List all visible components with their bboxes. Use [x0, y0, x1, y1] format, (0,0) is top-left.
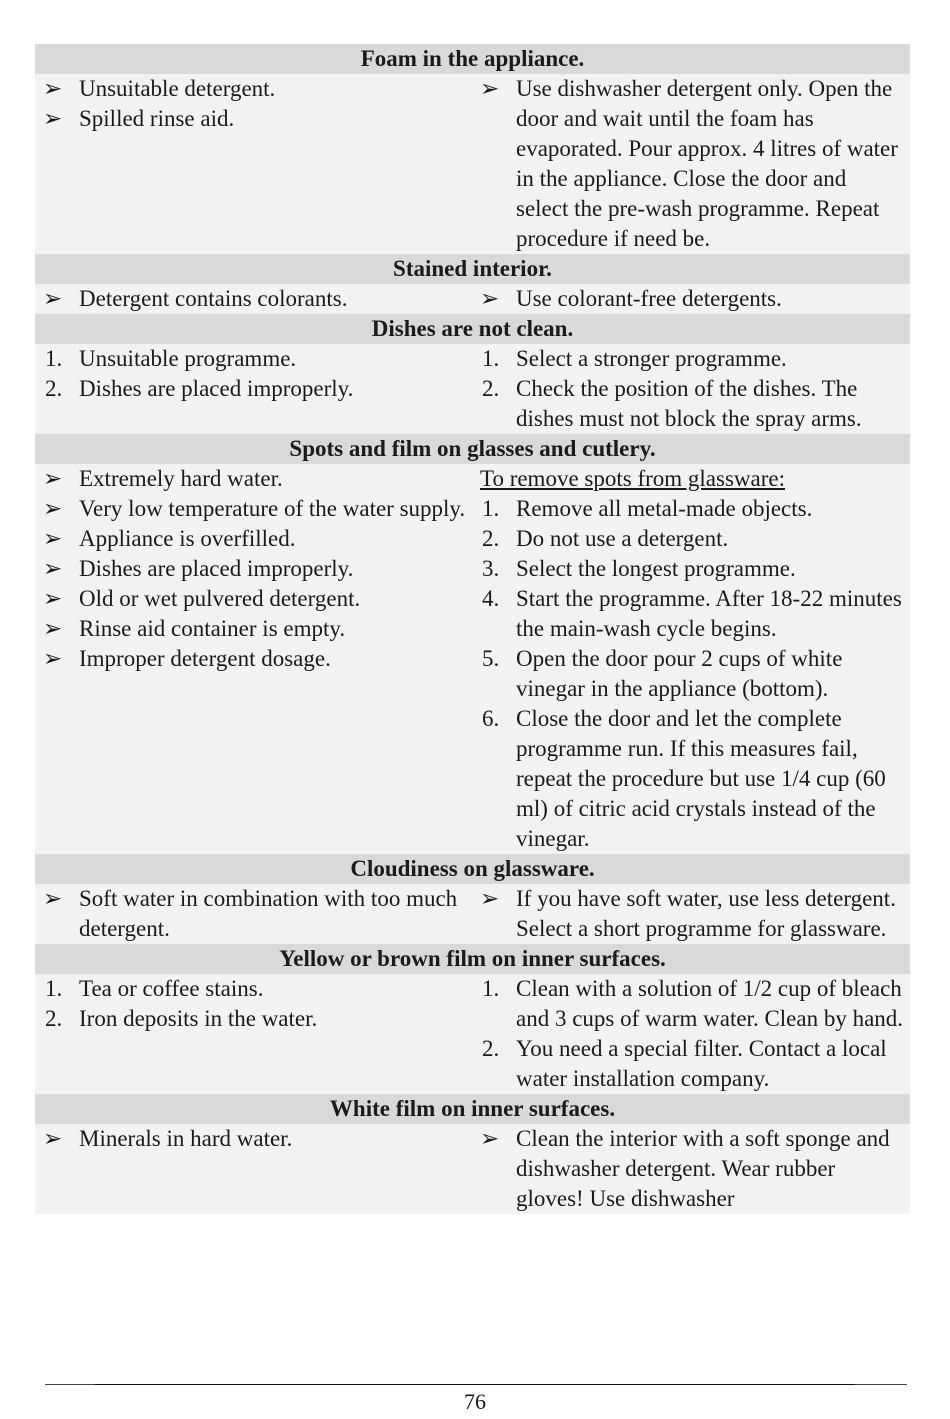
remedy-item: ➢ Clean the interior with a soft sponge and dishwasher detergent. Wear rubber gloves! Use dishwasher — [480, 1126, 890, 1211]
cause-item: ➢ Very low temperature of the water supply. — [43, 494, 472, 524]
cause-item: 2. Iron deposits in the water. — [43, 1004, 472, 1034]
remedy-item: 6. Close the door and let the complete programme run. If this measures fail, repeat the procedure but use 1/4 cup (60 ml) of citric acid crystals instead of the vinegar. — [482, 706, 886, 851]
section-body — [35, 284, 910, 314]
list-number: 2. — [45, 376, 63, 401]
cause-item: ➢ Soft water in combination with too much detergent. — [43, 886, 458, 941]
remedy-item: 1. Select a stronger programme. — [480, 344, 904, 374]
section-title: Foam in the appliance. — [35, 44, 910, 74]
cause-item: ➢ Extremely hard water. — [43, 464, 472, 494]
remedy-item: 1. Remove all metal-made objects. — [480, 494, 904, 524]
bullet-arrow-icon: ➢ — [43, 586, 63, 611]
bullet-arrow-icon: ➢ — [43, 106, 63, 131]
causes-column — [35, 1124, 472, 1214]
remedy-item: 2. Do not use a detergent. — [480, 524, 904, 554]
list-number: 2. — [482, 376, 500, 401]
bullet-arrow-icon: ➢ — [480, 76, 500, 101]
cause-item: 2. Dishes are placed improperly. — [43, 374, 472, 404]
cause-item: ➢ Old or wet pulvered detergent. — [43, 584, 472, 614]
bullet-arrow-icon: ➢ — [480, 886, 500, 911]
remedy-item: 3. Select the longest programme. — [480, 554, 904, 584]
bullet-arrow-icon: ➢ — [43, 466, 63, 491]
section-title: Cloudiness on glassware. — [35, 854, 910, 884]
list-number: 2. — [45, 1006, 63, 1031]
list-number: 1. — [45, 346, 63, 371]
remedies-column — [472, 464, 910, 854]
cause-item: ➢ Minerals in hard water. — [43, 1124, 472, 1154]
section-body — [35, 884, 910, 944]
causes-column — [35, 464, 472, 854]
cause-item: 1. Unsuitable programme. — [43, 344, 472, 374]
cause-item: 1. Tea or coffee stains. — [43, 974, 472, 1004]
bullet-arrow-icon: ➢ — [43, 886, 63, 911]
bullet-arrow-icon: ➢ — [480, 286, 500, 311]
causes-column — [35, 974, 472, 1094]
list-number: 2. — [482, 526, 500, 551]
list-number: 6. — [482, 706, 500, 731]
causes-column — [35, 344, 472, 434]
remedy-subheading: To remove spots from glassware: — [480, 466, 785, 491]
cause-item: ➢ Improper detergent dosage. — [43, 644, 472, 674]
section-body — [35, 74, 910, 254]
section-body — [35, 974, 910, 1094]
cause-item: ➢ Spilled rinse aid. — [43, 104, 472, 134]
section-body — [35, 344, 910, 434]
remedy-item: 2. You need a special filter. Contact a local water installation company. — [482, 1036, 887, 1091]
bullet-arrow-icon: ➢ — [43, 556, 63, 581]
section-title: Dishes are not clean. — [35, 314, 910, 344]
bullet-arrow-icon: ➢ — [43, 76, 63, 101]
bullet-arrow-icon: ➢ — [43, 646, 63, 671]
bullet-arrow-icon: ➢ — [43, 286, 63, 311]
cause-item: ➢ Unsuitable detergent. — [43, 74, 472, 104]
section-title: Stained interior. — [35, 254, 910, 284]
causes-column — [35, 284, 472, 314]
list-number: 1. — [482, 496, 500, 521]
remedies-column — [472, 344, 910, 434]
section-title: White film on inner surfaces. — [35, 1094, 910, 1124]
page-number: 76 — [464, 1389, 486, 1414]
cause-item: ➢ Dishes are placed improperly. — [43, 554, 472, 584]
section-title: Yellow or brown film on inner surfaces. — [35, 944, 910, 974]
remedies-column — [472, 74, 910, 254]
causes-column — [35, 884, 472, 944]
cause-item: ➢ Detergent contains colorants. — [43, 284, 472, 314]
footer-rule-accent — [95, 1384, 855, 1385]
causes-column — [35, 74, 472, 254]
remedies-column — [472, 974, 910, 1094]
remedy-item: 2. Check the position of the dishes. The dishes must not block the spray arms. — [482, 376, 862, 431]
list-number: 1. — [482, 346, 500, 371]
bullet-arrow-icon: ➢ — [43, 526, 63, 551]
bullet-arrow-icon: ➢ — [43, 496, 63, 521]
remedy-item: 4. Start the programme. After 18-22 minutes the main-wash cycle begins. — [482, 586, 902, 641]
remedy-item: ➢ Use dishwasher detergent only. Open the door and wait until the foam has evaporated. Pour approx. 4 litres of water in the appliance. Close the door and select the pre-wash programme. Repeat procedure if need be. — [480, 76, 898, 251]
remedies-column — [472, 284, 910, 314]
remedies-column — [472, 1124, 910, 1214]
bullet-arrow-icon: ➢ — [43, 1126, 63, 1151]
troubleshooting-table — [35, 44, 910, 1214]
list-number: 2. — [482, 1036, 500, 1061]
remedy-item: ➢ If you have soft water, use less detergent. Select a short programme for glassware. — [480, 886, 896, 941]
remedy-item: 1. Clean with a solution of 1/2 cup of bleach and 3 cups of warm water. Clean by hand. — [482, 976, 904, 1031]
list-number: 3. — [482, 556, 500, 581]
section-body — [35, 464, 910, 854]
section-title: Spots and film on glasses and cutlery. — [35, 434, 910, 464]
cause-item: ➢ Rinse aid container is empty. — [43, 614, 472, 644]
bullet-arrow-icon: ➢ — [480, 1126, 500, 1151]
list-number: 1. — [482, 976, 500, 1001]
list-number: 5. — [482, 646, 500, 671]
remedy-item: ➢ Use colorant-free detergents. — [480, 284, 904, 314]
bullet-arrow-icon: ➢ — [43, 616, 63, 641]
remedies-column — [472, 884, 910, 944]
list-number: 1. — [45, 976, 63, 1001]
list-number: 4. — [482, 586, 500, 611]
cause-item: ➢ Appliance is overfilled. — [43, 524, 472, 554]
remedy-item: 5. Open the door pour 2 cups of white vinegar in the appliance (bottom). — [482, 646, 843, 701]
section-body — [35, 1124, 910, 1214]
